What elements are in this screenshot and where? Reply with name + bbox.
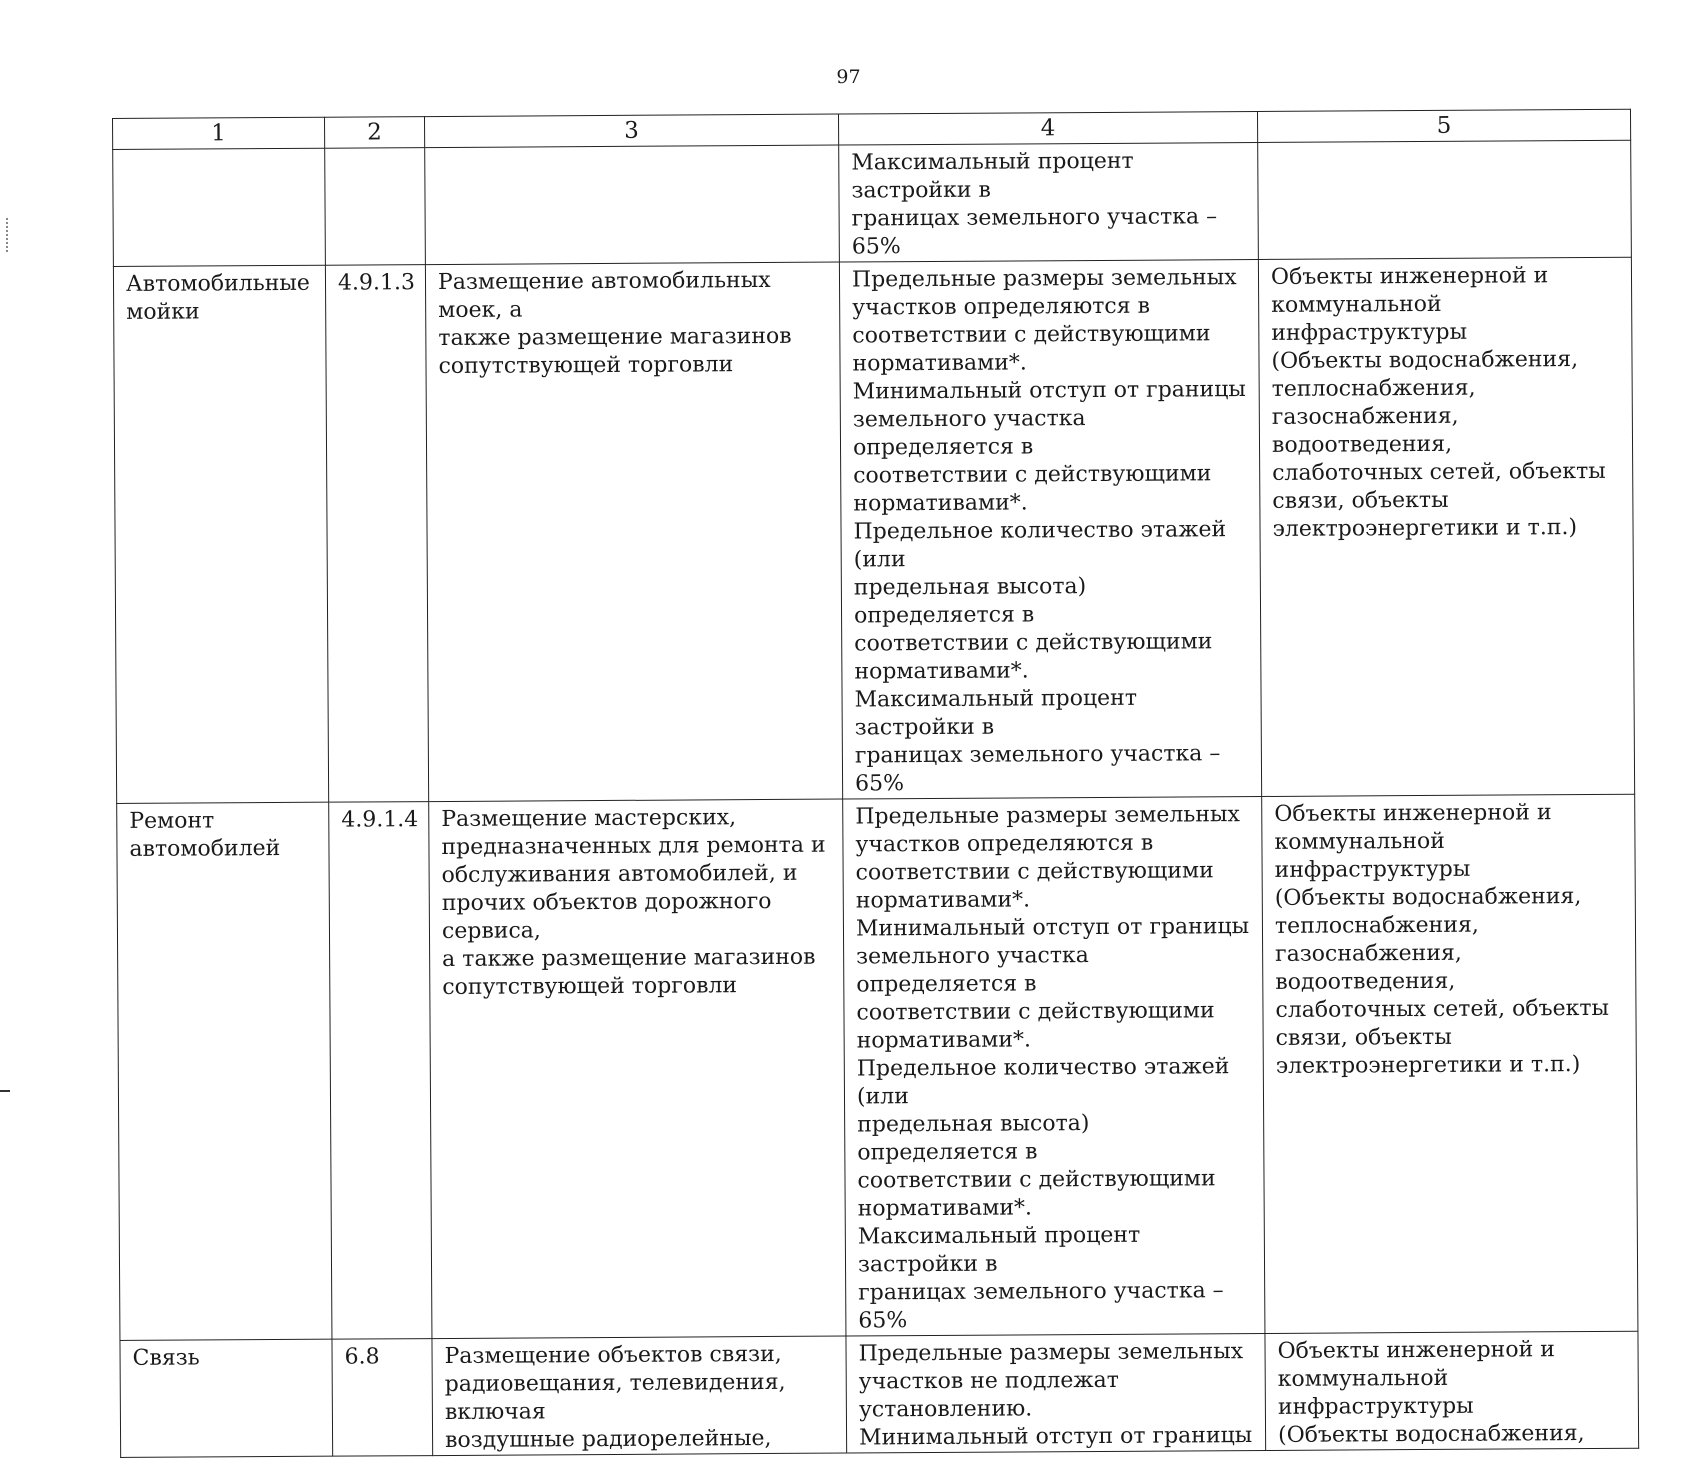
land-use-table [112, 109, 1639, 1458]
use-description-cell: Размещение объектов связи, радиовещания, телевидения, включая воздушные радиорелейные, [432, 1336, 847, 1456]
header-cell-5: 5 [1257, 109, 1630, 142]
use-code-cell [325, 148, 426, 266]
use-description-cell [425, 145, 840, 265]
table-row [113, 140, 1632, 266]
table-row [113, 257, 1634, 803]
use-name-cell [113, 148, 326, 266]
header-cell-3: 3 [424, 114, 838, 148]
use-description-cell: Размещение мастерских, предназначенных для ремонта и обслуживания автомобилей, и прочих объектов дорожного сервиса, а также размещение магазинов сопутствующей торговли [429, 799, 846, 1339]
margin-dash [0, 1090, 10, 1092]
auxiliary-uses-cell [1258, 140, 1632, 259]
auxiliary-uses-cell: Объекты инженерной и коммунальной инфраструктуры (Объекты водоснабжения, теплоснабжения, газоснабжения, водоотведения, слаботочных сетей, объекты связи, объекты электроэнергетики и т.п.) [1258, 257, 1634, 796]
use-code-cell: 6.8 [332, 1339, 433, 1457]
header-cell-4: 4 [838, 112, 1257, 146]
table-row [120, 1331, 1639, 1457]
auxiliary-uses-cell: Объекты инженерной и коммунальной инфраструктуры (Объекты водоснабжения, теплоснабжения, газоснабжения, водоотведения, слаботочных сетей, объекты связи, объекты электроэнергетики и т.п.) [1262, 794, 1638, 1333]
parameters-cell: Предельные размеры земельных участков определяются в соответствии с действующими нормативами*. Минимальный отступ от границы земельного участка определяется в соответствии с действующими нормативами*. Предельное количество этажей (или предельная высота) определяется в соответствии с действующими нормативами*. Максимальный процент застройки в границах земельного участка – 65% [839, 259, 1261, 799]
document-table-wrapper [112, 109, 1636, 1453]
use-code-cell: 4.9.1.3 [325, 265, 428, 803]
parameters-cell: Максимальный процент застройки в границах земельного участка – 65% [839, 143, 1259, 263]
use-description-cell: Размещение автомобильных моек, а также размещение магазинов сопутствующей торговли [425, 262, 842, 802]
page-number: 97 [836, 66, 861, 88]
auxiliary-uses-cell: Объекты инженерной и коммунальной инфраструктуры (Объекты водоснабжения, [1265, 1331, 1639, 1450]
table-row [117, 794, 1638, 1340]
use-name-cell: Связь [120, 1339, 333, 1457]
use-code-cell: 4.9.1.4 [329, 802, 432, 1340]
parameters-cell: Предельные размеры земельных участков не подлежат установлению. Минимальный отступ от границы [846, 1333, 1266, 1453]
header-cell-2: 2 [324, 117, 424, 149]
use-name-cell: Автомобильные мойки [113, 265, 328, 803]
margin-marks [6, 218, 10, 252]
header-cell-1: 1 [113, 117, 325, 149]
parameters-cell: Предельные размеры земельных участков определяются в соответствии с действующими нормативами*. Минимальный отступ от границы земельного участка определяется в соответствии с действующими нормативами*. Предельное количество этажей (или предельная высота) определяется в соответствии с действующими нормативами*. Максимальный процент застройки в границах земельного участка – 65% [843, 796, 1265, 1336]
use-name-cell: Ремонт автомобилей [117, 802, 332, 1340]
